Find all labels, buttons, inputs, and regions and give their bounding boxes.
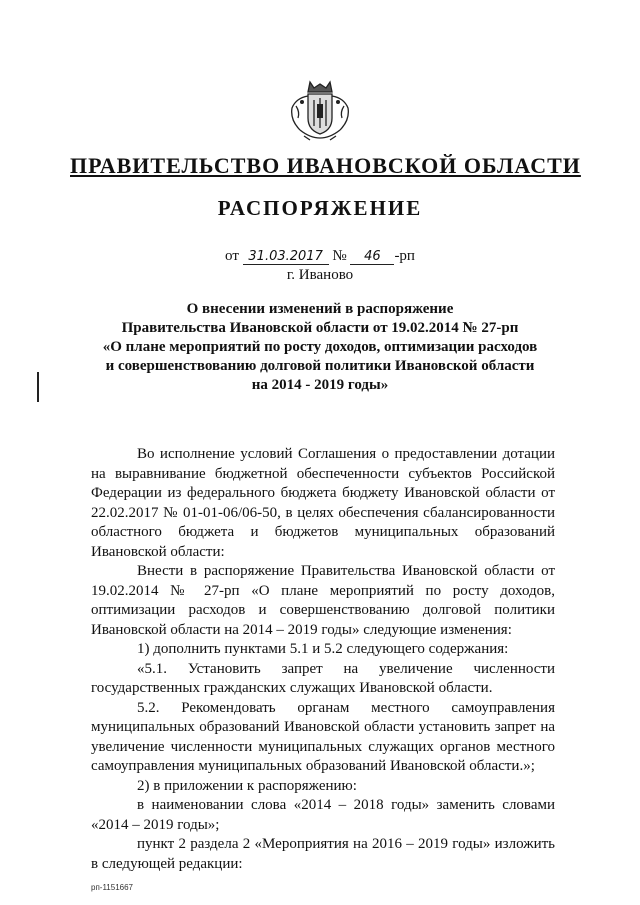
handwritten-date: 31.03.2017 <box>243 249 329 265</box>
city-name: г. Иваново <box>286 267 354 283</box>
footer-code: рп-1151667 <box>91 883 133 892</box>
coat-of-arms-emblem <box>286 78 354 142</box>
document-body <box>91 445 555 874</box>
body-paragraph: 2) в приложении к распоряжению: <box>137 777 357 794</box>
document-heading <box>95 300 545 395</box>
date-number-line <box>0 248 640 265</box>
handwritten-number: 46 <box>350 249 394 265</box>
heading-line: О внесении изменений в распоряжение <box>186 301 454 317</box>
government-title: ПРАВИТЕЛЬСТВО ИВАНОВСКОЙ ОБЛАСТИ <box>70 153 581 178</box>
document-type-title: РАСПОРЯЖЕНИЕ <box>217 196 423 220</box>
body-paragraph: Во исполнение условий Соглашения о предоставлении дотации на выравнивание бюджетной обеспеченности субъектов Российской Федерации из федерального бюджета бюджету Ивановской области от 22.02.2017 № 01-01-06/06-50, в целях обеспечения сбалансированности областного бюджета и бюджетов муниципальных образований Ивановской области: <box>91 446 555 560</box>
margin-mark <box>37 372 39 402</box>
date-prefix: от <box>225 248 239 264</box>
body-paragraph: «5.1. Установить запрет на увеличение численности государственных гражданских служащих Ивановской области. <box>91 660 555 696</box>
heading-line: Правительства Ивановской области от 19.02.2014 № 27-рп <box>121 320 519 336</box>
body-paragraph: 5.2. Рекомендовать органам местного самоуправления муниципальных образований Ивановской области установить запрет на увеличение численности муниципальных служащих органов местного самоуправления муниципальных образований Ивановской области.»; <box>91 699 555 774</box>
number-suffix: -рп <box>394 248 415 264</box>
body-paragraph: в наименовании слова «2014 – 2018 годы» заменить словами «2014 – 2019 годы»; <box>91 797 555 833</box>
body-paragraph: 1) дополнить пунктами 5.1 и 5.2 следующего содержания: <box>137 641 509 657</box>
number-label: № <box>332 248 347 264</box>
heading-line: и совершенствованию долговой политики Ивановской области <box>105 358 535 374</box>
body-paragraph: пункт 2 раздела 2 «Мероприятия на 2016 – 2019 годы» изложить в следующей редакции: <box>91 836 555 872</box>
body-paragraph: Внести в распоряжение Правительства Ивановской области от 19.02.2014 № 27-рп «О плане мероприятий по росту доходов, оптимизации расходов и совершенствованию долговой политики Ивановской области на 2014 – 2019 годы» следующие изменения: <box>91 563 555 638</box>
heading-line: на 2014 - 2019 годы» <box>251 377 389 393</box>
heading-line: «О плане мероприятий по росту доходов, оптимизации расходов <box>102 339 538 355</box>
